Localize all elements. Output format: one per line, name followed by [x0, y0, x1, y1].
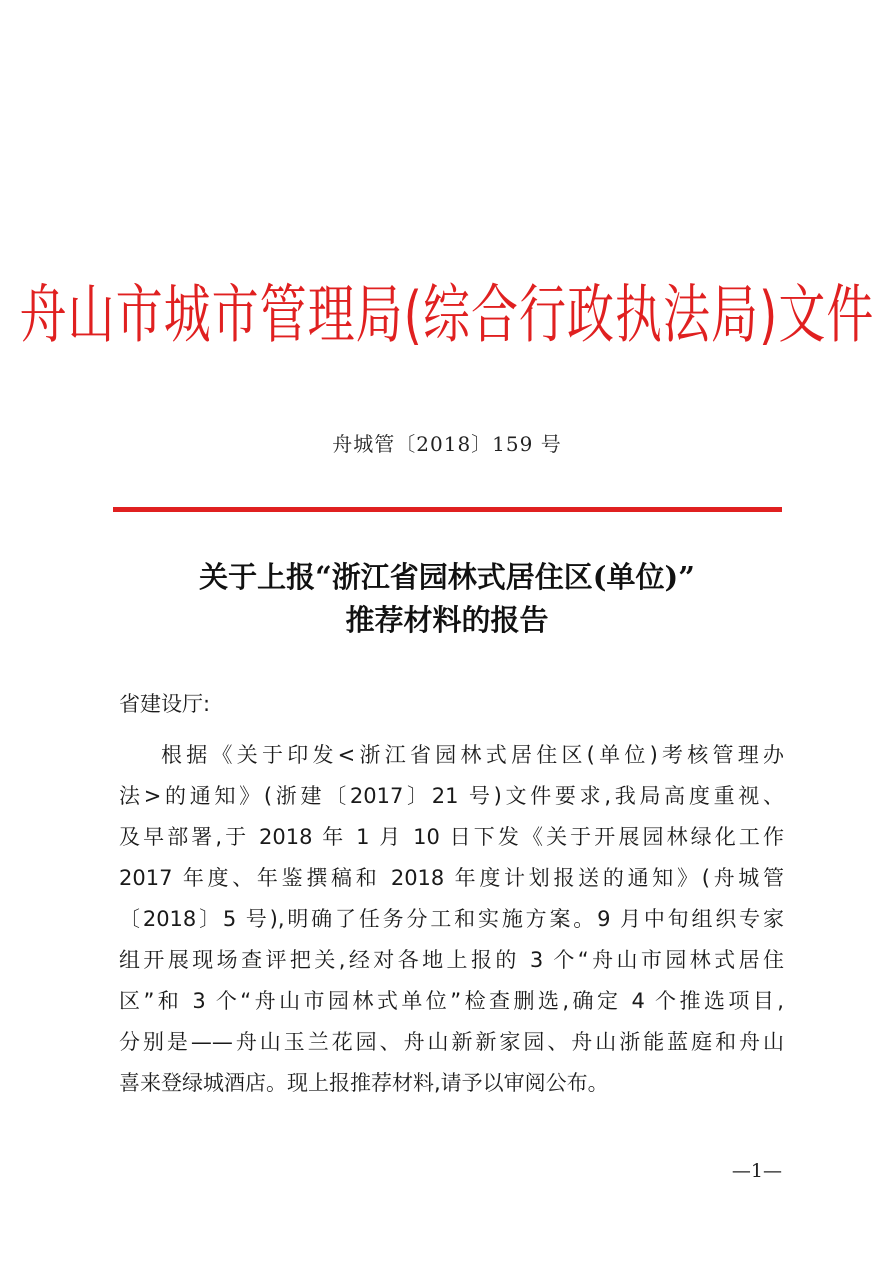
- body-line: 〔2018〕5 号),明确了任务分工和实施方案。9 月中旬组织专家: [119, 907, 784, 931]
- body-line: 喜来登绿城酒店。现上报推荐材料,请予以审阅公布。: [119, 1071, 609, 1095]
- body-line: 区”和 3 个“舟山市园林式单位”检查删选,确定 4 个推选项目,: [119, 989, 784, 1013]
- body-line: 及早部署,于 2018 年 1 月 10 日下发《关于开展园林绿化工作: [119, 825, 784, 849]
- document-number: 舟城管〔2018〕159 号: [332, 432, 562, 456]
- body-line: 组开展现场查评把关,经对各地上报的 3 个“舟山市园林式居住: [119, 948, 784, 972]
- title-line-2: 推荐材料的报告: [345, 603, 549, 637]
- title-line-1: 关于上报“浙江省园林式居住区(单位)”: [199, 560, 695, 594]
- body-line: 根据《关于印发<浙江省园林式居住区(单位)考核管理办: [161, 743, 784, 767]
- red-separator-rule: [113, 507, 782, 512]
- salutation: 省建设厅:: [119, 692, 211, 716]
- body-line: 分别是——舟山玉兰花园、舟山新新家园、舟山浙能蓝庭和舟山: [119, 1030, 784, 1054]
- page-number: —1—: [731, 1160, 782, 1182]
- body-line: 2017 年度、年鉴撰稿和 2018 年度计划报送的通知》(舟城管: [119, 866, 784, 890]
- body-line: 法>的通知》(浙建〔2017〕21 号)文件要求,我局高度重视、: [119, 784, 784, 808]
- document-title: [100, 556, 794, 642]
- body-paragraph: [119, 735, 784, 1104]
- issuer-masthead: 舟山市城市管理局(综合行政执法局)文件: [19, 278, 875, 353]
